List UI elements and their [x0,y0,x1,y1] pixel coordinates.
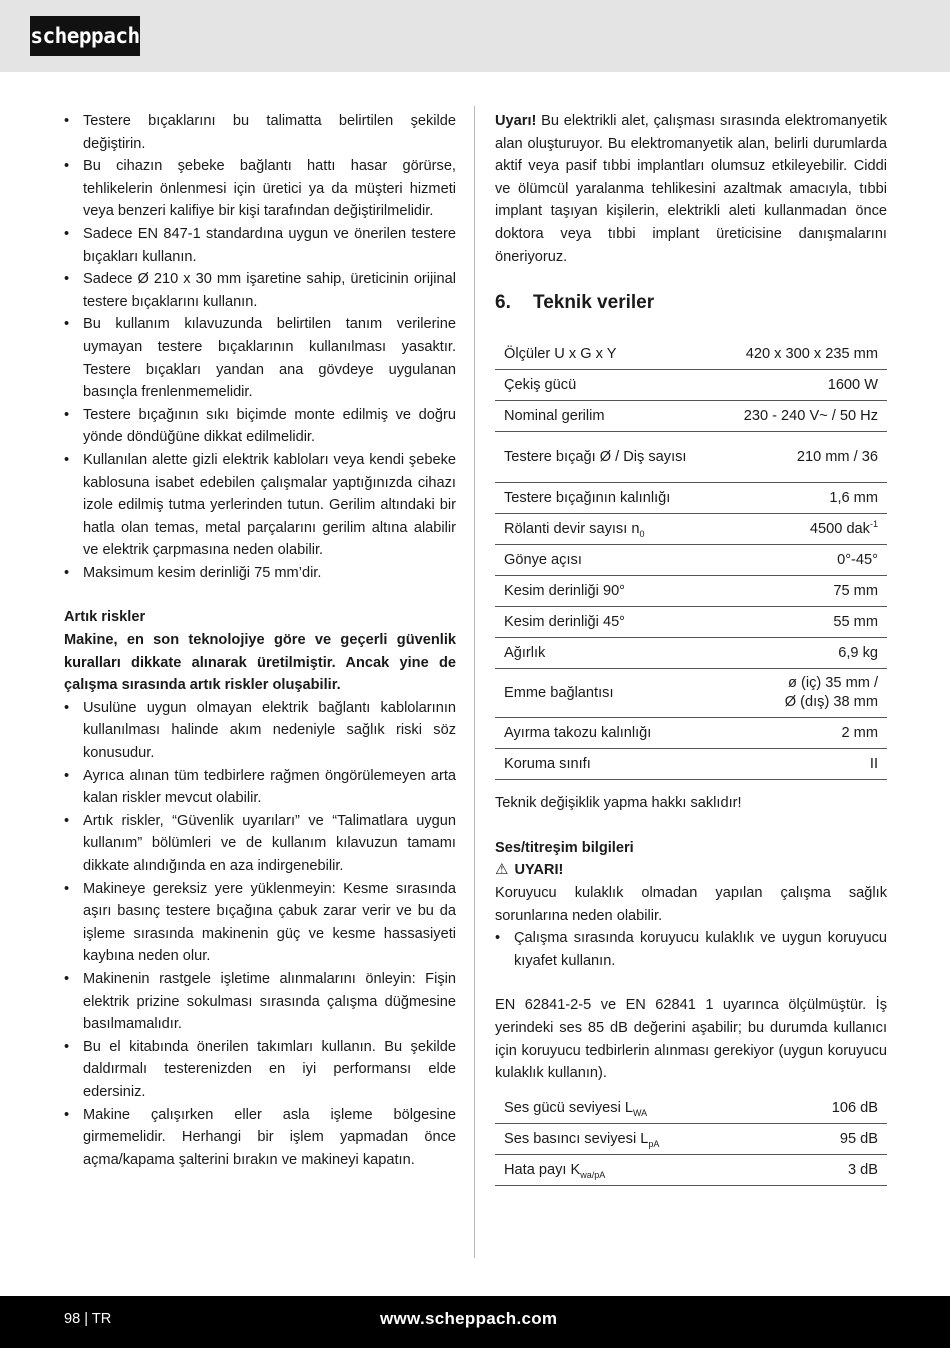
residual-risks-list [64,697,456,1171]
list-item: • Testere bıçağının sıkı biçimde monte edilmiş ve doğru yönde döndüğüne dikkat edilmelidir. [64,404,456,449]
noise-title: Ses/titreşim bilgileri [495,839,634,856]
footer-band [0,1296,950,1348]
spec-value: 2 mm [718,718,887,749]
noise-bullet-list [495,927,887,972]
table-row [495,1155,887,1186]
table-row [495,545,887,576]
spec-value: 6,9 kg [718,638,887,669]
spec-label: Kesim derinliği 45° [495,607,718,638]
spec-value: 1600 W [718,370,887,401]
right-column [495,110,887,1186]
tech-change-note: Teknik değişiklik yapma hakkı saklıdır! [495,795,742,812]
spec-label: Rölanti devir sayısı $n_0$ [495,514,718,545]
spec-label: Çekiş gücü [495,370,718,401]
table-row [495,401,887,432]
website-link[interactable]: www.scheppach.com [380,1309,558,1328]
spec-label: Testere bıçağının kalınlığı [495,483,718,514]
list-item: • Makine çalışırken eller asla işleme bölgesine girmemelidir. Herhangi bir işlem yapmadan önce açma/kapama şalterini bırakın ve makineyi kapatın. [64,1104,456,1172]
noise-label: Hata payı $K_{wa/pA}$ [495,1155,781,1186]
spec-label: Kesim derinliği 90° [495,576,718,607]
list-item: • Artık riskler, “Güvenlik uyarıları” ve “Talimatlara uygun kullanım” bölümleri ve de kullanım kılavuzun tamamı dikkate alındığında en aza indirgenebilir. [64,810,456,878]
table-row [495,514,887,545]
list-item: • Makinenin rastgele işletime alınmalarını önleyin: Fişin elektrik prizine sokulması sırasında çalışma düğmesine basılmamalıdır. [64,968,456,1036]
header-band [0,0,950,72]
spec-value: 420 x 300 x 235 mm [718,339,887,370]
noise-value: 3 dB [781,1155,887,1186]
noise-warning-text: Koruyucu kulaklık olmadan yapılan çalışma sağlık sorunlarına neden olabilir. [495,885,887,924]
spec-value: 1,6 mm [718,483,887,514]
spec-value: II [718,749,887,780]
spec-value: 75 mm [718,576,887,607]
scheppach-logo: scheppach [30,16,140,56]
list-item: • Kullanılan alette gizli elektrik kabloları veya kendi şebeke kablosuna isabet edebilen çalışmalar yaptığınızda cihazı izole edilmiş tutma yerlerinden tutun. Gerilim altındaki bir hatla olan temas, metal parçalarını gerilim altına alabilir ve elektrik çarpmasına neden olabilir. [64,449,456,562]
emf-warning-label: Uyarı! [495,113,537,129]
section-number: 6. [495,292,511,314]
noise-value: 106 dB [781,1093,887,1124]
spec-label: Nominal gerilim [495,401,718,432]
table-row [495,432,887,483]
noise-label: Ses basıncı seviyesi $L_{pA}$ [495,1124,781,1155]
spec-label: Emme bağlantısı [495,669,718,718]
list-item: • Testere bıçaklarını bu talimatta belirtilen şekilde değiştirin. [64,110,456,155]
table-row [495,638,887,669]
list-item: • Maksimum kesim derinliği 75 mm’dir. [64,562,456,585]
table-row [495,607,887,638]
table-row [495,1093,887,1124]
tech-specs-table [495,339,887,781]
table-row [495,718,887,749]
table-row [495,483,887,514]
left-column [64,110,456,1171]
list-item: • Bu el kitabında önerilen takımları kullanın. Bu şekilde daldırmalı testerenizden en iyi performansı elde edersiniz. [64,1036,456,1104]
residual-risks-intro: Makine, en son teknolojiye göre ve geçerli güvenlik kuralları dikkate alınarak üretilmiştir. Ancak yine de çalışma sırasında artık riskler oluşabilir. [64,632,456,694]
spec-label: Koruma sınıfı [495,749,718,780]
column-divider [474,106,475,1258]
noise-value: 95 dB [781,1124,887,1155]
spec-label: Testere bıçağı Ø / Diş sayısı [495,432,718,483]
list-item: • Çalışma sırasında koruyucu kulaklık ve uygun koruyucu kıyafet kullanın. [495,927,887,972]
table-row [495,1124,887,1155]
table-row [495,749,887,780]
list-item: • Makineye gereksiz yere yüklenmeyin: Kesme sırasında aşırı basınç testere bıçağına çabuk zarar verir ve bu da işleme sırasında makinenin güç ve kesme hassasiyeti kaybına neden olur. [64,878,456,968]
table-row [495,339,887,370]
emf-warning-text: Bu elektrikli alet, çalışması sırasında elektromanyetik alan oluşturuyor. Bu elektromanyetik alan, belirli durumlarda aktif veya pasif tıbbi implantları olumsuz etkileyebilir. Ciddi ve ölümcül yaralanma tehlikesini azaltmak amacıyla, tıbbi implant taşıyan kişilerin, elektrikli aleti kullanmadan önce doktora veya tıbbi implant üreticisine danışmalarını öneriyoruz. [495,113,887,265]
residual-risks-title: Artık riskler [64,609,146,626]
spec-label: Ayırma takozu kalınlığı [495,718,718,749]
page-number: 98 | TR [64,1311,112,1327]
measurement-text: EN 62841-2-5 ve EN 62841 1 uyarınca ölçülmüştür. İş yerindeki ses 85 dB değerini aşabilir; bu durumda kullanıcı için koruyucu tedbirlerin alınması gerekiyor (uygun koruyucu kulaklık kullanın). [495,997,887,1082]
spec-value: 0°-45° [718,545,887,576]
spec-value: ø (iç) 35 mm / Ø (dış) 38 mm [718,669,887,718]
section-title: Teknik veriler [533,292,655,314]
list-item: • Ayrıca alınan tüm tedbirlere rağmen öngörülemeyen arta kalan riskler mevcut olabilir. [64,765,456,810]
list-item: • Sadece EN 847-1 standardına uygun ve önerilen testere bıçakları kullanın. [64,223,456,268]
spec-label: Gönye açısı [495,545,718,576]
safety-bullet-list [64,110,456,584]
spec-label: Ağırlık [495,638,718,669]
noise-label: Ses gücü seviyesi $L_{WA}$ [495,1093,781,1124]
list-item: • Sadece Ø 210 x 30 mm işaretine sahip, üreticinin orijinal testere bıçaklarını kullanın. [64,268,456,313]
list-item: • Bu kullanım kılavuzunda belirtilen tanım verilerine uymayan testere bıçaklarının kullanılması yasaktır. Testere bıçakları yandan ana gövdeye uygulanan basınçla frenlenmemelidir. [64,313,456,403]
emf-warning-paragraph [495,110,887,268]
spec-value: 230 - 240 V~ / 50 Hz [718,401,887,432]
noise-warning: ⚠ UYARI! [495,859,887,882]
spec-value: 210 mm / 36 [718,432,887,483]
list-item: • Bu cihazın şebeke bağlantı hattı hasar görürse, tehlikelerin önlenmesi için üretici ya da müşteri hizmeti veya benzeri kalifiye bir kişi tarafından değiştirilmelidir. [64,155,456,223]
list-item: • Usulüne uygun olmayan elektrik bağlantı kablolarının kullanılması halinde akım nedeniyle sağlık riski söz konusudur. [64,697,456,765]
noise-values-table [495,1093,887,1187]
spec-value: 4500 dak$^{-1}$ [718,514,887,545]
section-heading [495,292,887,315]
table-row [495,370,887,401]
spec-value: 55 mm [718,607,887,638]
warning-triangle-icon: ⚠ [495,861,509,879]
table-row [495,669,887,718]
spec-label: Ölçüler U x G x Y [495,339,718,370]
table-row [495,576,887,607]
